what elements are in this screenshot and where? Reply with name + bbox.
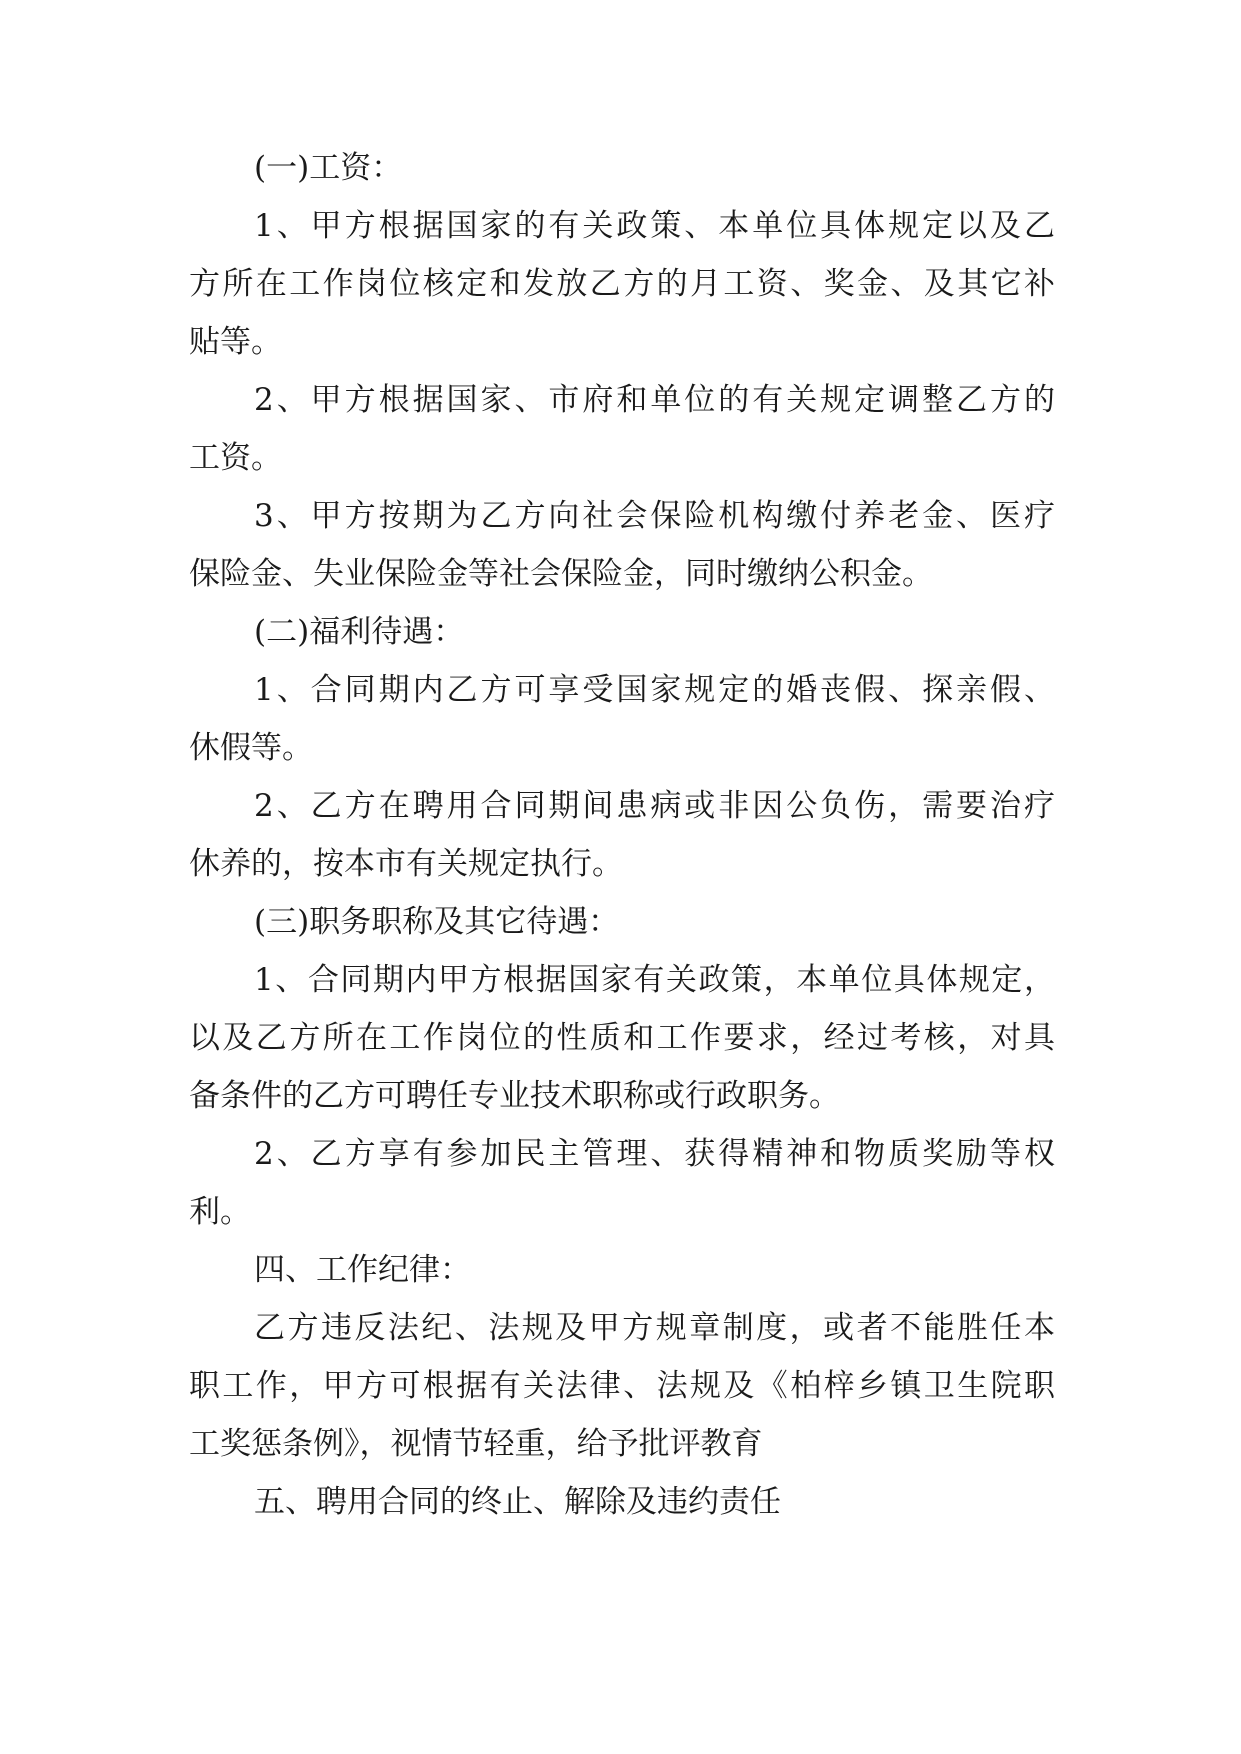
paragraph-line: 休养的，按本市有关规定执行。 [189,846,623,882]
paragraph-line: 保险金、失业保险金等社会保险金，同时缴纳公积金。 [189,556,933,592]
paragraph-line: 工资。 [189,440,282,476]
paragraph-line: 2、乙方享有参加民主管理、获得精神和物质奖励等权 [254,1136,1055,1172]
paragraph-line: 1、甲方根据国家的有关政策、本单位具体规定以及乙 [254,208,1055,244]
paragraph-line: 职工作，甲方可根据有关法律、法规及《柏梓乡镇卫生院职 [189,1368,1055,1404]
paragraph-line: 1、合同期内乙方可享受国家规定的婚丧假、探亲假、 [254,672,1055,708]
section-heading-benefits: (二)福利待遇： [254,614,465,650]
paragraph-line: 以及乙方所在工作岗位的性质和工作要求，经过考核，对具 [189,1020,1055,1056]
paragraph-line: 2、乙方在聘用合同期间患病或非因公负伤，需要治疗 [254,788,1055,824]
paragraph-line: 3、甲方按期为乙方向社会保险机构缴付养老金、医疗 [254,498,1055,534]
section-heading-titles: (三)职务职称及其它待遇： [254,904,620,940]
section-heading-wages: (一)工资： [254,150,403,186]
paragraph-line: 方所在工作岗位核定和发放乙方的月工资、奖金、及其它补 [189,266,1055,302]
section-heading-discipline: 四、工作纪律： [254,1252,471,1288]
paragraph-line: 利。 [189,1194,251,1230]
paragraph-line: 备条件的乙方可聘任专业技术职称或行政职务。 [189,1078,840,1114]
paragraph-line: 休假等。 [189,730,313,766]
section-heading-termination: 五、聘用合同的终止、解除及违约责任 [254,1484,781,1520]
paragraph-line: 2、甲方根据国家、市府和单位的有关规定调整乙方的 [254,382,1055,418]
paragraph-line: 贴等。 [189,324,282,360]
paragraph-line: 乙方违反法纪、法规及甲方规章制度，或者不能胜任本 [254,1310,1055,1346]
paragraph-line: 1、合同期内甲方根据国家有关政策，本单位具体规定， [254,962,1055,998]
paragraph-line: 工奖惩条例》，视情节轻重，给予批评教育 [189,1426,763,1462]
